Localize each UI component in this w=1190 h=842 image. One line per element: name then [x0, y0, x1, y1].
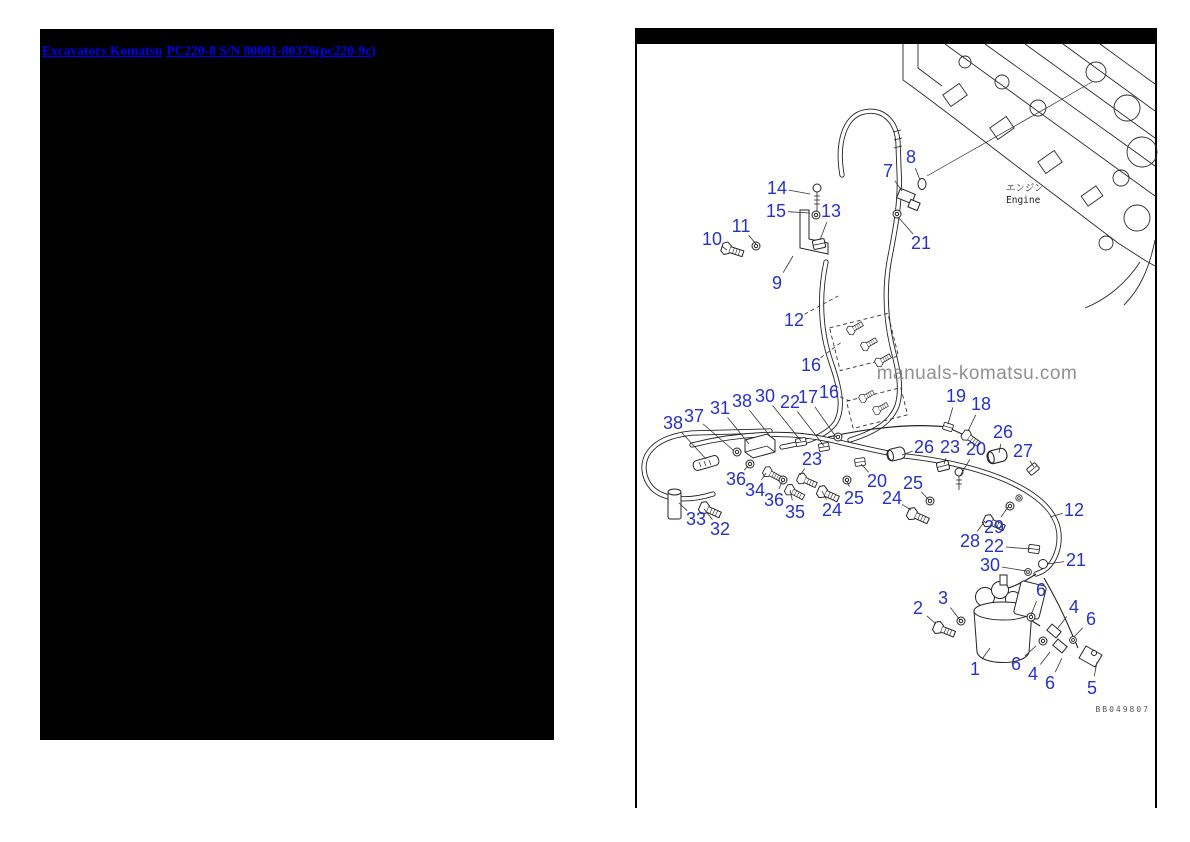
callout-leader-38 [681, 432, 706, 459]
callout-leader-11 [749, 235, 756, 244]
callout-leader-4 [1058, 617, 1067, 628]
callout-21: 21 [910, 233, 932, 253]
callout-36: 36 [763, 490, 785, 510]
callout-33: 33 [685, 509, 707, 529]
callout-25: 25 [843, 488, 865, 508]
callout-27: 27 [1012, 441, 1034, 461]
callout-24: 24 [821, 500, 843, 520]
callout-4: 4 [1027, 664, 1039, 684]
callout-19: 19 [945, 386, 967, 406]
callout-9: 9 [771, 273, 783, 293]
callout-26: 26 [913, 437, 935, 457]
callout-23: 23 [801, 449, 823, 469]
callout-6: 6 [1044, 673, 1056, 693]
callout-30: 30 [979, 555, 1001, 575]
callout-6: 6 [1085, 609, 1097, 629]
callout-2: 2 [912, 598, 924, 618]
callout-8: 8 [905, 147, 917, 167]
callout-37: 37 [683, 406, 705, 426]
callout-leader-29 [1001, 507, 1008, 517]
callout-leader-3 [950, 607, 960, 620]
callout-leader-19 [948, 408, 953, 424]
callout-16: 16 [818, 382, 840, 402]
callout-13: 13 [820, 201, 842, 221]
callout-22: 22 [983, 536, 1005, 556]
callout-11: 11 [731, 216, 751, 236]
callout-21: 21 [1065, 550, 1087, 570]
callout-12: 12 [1063, 500, 1085, 520]
callout-10: 10 [701, 229, 723, 249]
callout-24: 24 [881, 488, 903, 508]
callout-leader-6 [1074, 628, 1083, 637]
callout-26: 26 [992, 422, 1014, 442]
callout-3: 3 [937, 588, 949, 608]
callout-leader-13 [820, 222, 827, 240]
part-code: BB049807 [1095, 705, 1150, 714]
engine-label-en: Engine [1006, 195, 1041, 206]
model-link[interactable]: PC220-8 S/N 80001-80376(pc220-9c) [166, 43, 376, 58]
callout-34: 34 [744, 480, 766, 500]
watermark: manuals-komatsu.com [876, 363, 1078, 384]
callout-28: 28 [959, 531, 981, 551]
callout-6: 6 [1035, 580, 1047, 600]
callout-18: 18 [970, 394, 992, 414]
engine-label-ja: エンジン [1006, 183, 1044, 194]
callout-leader-9 [783, 256, 793, 273]
callout-leader-8 [915, 168, 920, 180]
callout-20: 20 [866, 471, 888, 491]
callout-25: 25 [902, 473, 924, 493]
callout-leader-14 [789, 190, 810, 194]
callout-leader-6 [1055, 658, 1062, 672]
callout-15: 15 [765, 201, 787, 221]
callout-6: 6 [1010, 654, 1022, 674]
callout-36: 36 [725, 469, 747, 489]
callout-leader-4 [1040, 652, 1050, 665]
callout-leader-2 [927, 616, 936, 624]
callout-leader-30 [1002, 567, 1026, 571]
callout-4: 4 [1068, 597, 1080, 617]
callout-14: 14 [766, 178, 788, 198]
callout-30: 30 [754, 386, 776, 406]
callout-leader-21 [899, 218, 913, 234]
callout-32: 32 [709, 519, 731, 539]
callout-7: 7 [882, 161, 894, 181]
callout-leader-24 [902, 504, 911, 510]
callout-23: 23 [939, 437, 961, 457]
callout-35: 35 [784, 502, 806, 522]
callout-38: 38 [731, 391, 753, 411]
callout-31: 31 [709, 398, 731, 418]
callout-1: 1 [969, 659, 981, 679]
callout-38: 38 [662, 413, 684, 433]
callout-17: 17 [797, 387, 819, 407]
callout-20: 20 [965, 439, 987, 459]
callout-29: 29 [983, 517, 1005, 537]
callout-22: 22 [779, 392, 801, 412]
engine-illustration [903, 44, 1157, 308]
callout-5: 5 [1086, 678, 1098, 698]
callout-16: 16 [800, 355, 822, 375]
catalog-link[interactable]: Excavators Komatsu [42, 43, 163, 58]
callout-12: 12 [783, 310, 805, 330]
callout-leader-22 [1006, 547, 1030, 549]
callout-leader-18 [968, 415, 976, 431]
